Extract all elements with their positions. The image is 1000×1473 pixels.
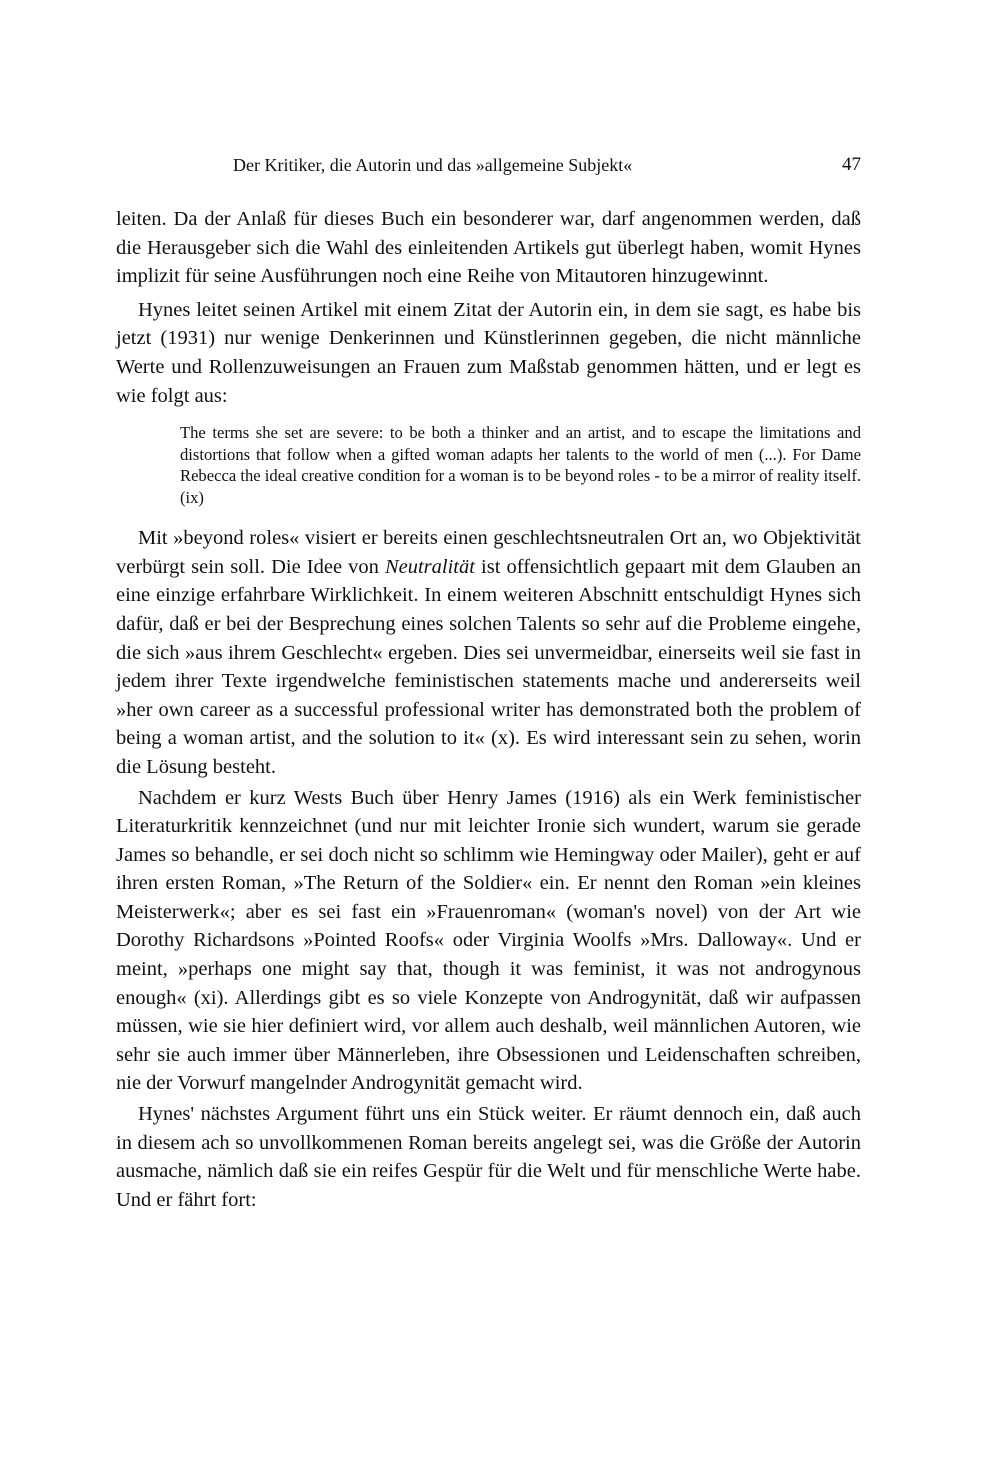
paragraph-hynes-quote-intro: Hynes leitet seinen Artikel mit einem Zitat der Autorin ein, in dem sie sagt, es habe bis jetzt (1931) nur wenige Denkerinnen und Künstlerinnen gegeben, die nicht männliche Werte und Rollenzuweisungen an Frauen zum Maßstab genommen hätten, und er legt es wie folgt aus: (116, 298, 861, 407)
paragraph-text: ist offensichtlich gepaart mit dem Glauben an eine einzige erfahrbare Wirklichkeit. In einem weiteren Abschnitt entschuldigt Hynes sich dafür, daß er bei der Besprechung eines solchen Talents so sehr auf die Probleme eingehe, die sich »aus ihrem Geschlecht« ergeben. Dies sei unvermeidbar, einerseits weil sie fast in jedem ihrer Texte irgendwelche feministischen statements mache und andererseits weil »her own career as a successful professional writer has demonstrated both the problem of being a woman artist, and the solution to it« (x). Es wird interessant sein zu sehen, worin die Lösung besteht. (116, 555, 861, 778)
paragraph-text: Mit »beyond roles« visiert er bereits einen geschlechtsneutralen Ort an, wo Objektivität verbürgt sein soll. Die Idee von (116, 527, 861, 578)
running-head: Der Kritiker, die Autorin und das »allgemeine Subjekt« (233, 155, 633, 175)
paragraph-return-of-the-soldier: Nachdem er kurz Wests Buch über Henry James (1916) als ein Werk feministischer Literaturkritik kennzeichnet (und nur mit leichter Ironie sich wundert, warum sie gerade James so behandle, er sei doch nicht so schlimm wie Hemingway oder Mailer), geht er auf ihren ersten Roman, »The Return of the Soldier« ein. Er nennt den Roman »ein kleines Meisterwerk«; aber es sei fast ein »Frauenroman« (woman's novel) von der Art wie Dorothy Richardsons »Pointed Roofs« oder Virginia Woolfs »Mrs. Dalloway«. Und er meint, »perhaps one might say that, though it was feminist, it was not androgynous enough« (xi). Allerdings gibt es so viele Konzepte von Androgynität, daß wir aufpassen müssen, wie sie hier definiert wird, vor allem auch deshalb, weil männlichen Autoren, wie sehr sie auch immer über Männerleben, ihre Obsessionen und Leidenschaften schreiben, nie der Vorwurf mangelnder Androgynität gemacht wird. (116, 786, 861, 1095)
paragraph-next-argument: Hynes' nächstes Argument führt uns ein Stück weiter. Er räumt dennoch ein, daß auch in diesem ach so unvollkommenen Roman bereits angelegt sei, was die Größe der Autorin ausmache, nämlich daß sie ein reifes Gespür für die Welt und für menschliche Werte habe. Und er fährt fort: (116, 1103, 861, 1211)
page-body (116, 205, 861, 1214)
page-number: 47 (842, 154, 861, 175)
block-quote: The terms she set are severe: to be both a thinker and an artist, and to escape the limitations and distortions that follow when a gifted woman adapts her talents to the world of men (...). For Dame Rebecca the ideal creative condition for a woman is to be beyond roles - to be a mirror of reality itself. (ix) (180, 423, 861, 507)
paragraph-continuation: leiten. Da der Anlaß für dieses Buch ein besonderer war, darf angenommen werden, daß die Herausgeber sich die Wahl des einleitenden Artikels gut überlegt haben, womit Hynes implizit für seine Ausführungen noch eine Reihe von Mitautoren hinzugewinnt. (116, 208, 861, 288)
paragraph-beyond-roles (116, 524, 861, 781)
page-header (233, 150, 861, 180)
italic-term: Neutralität (384, 555, 475, 578)
